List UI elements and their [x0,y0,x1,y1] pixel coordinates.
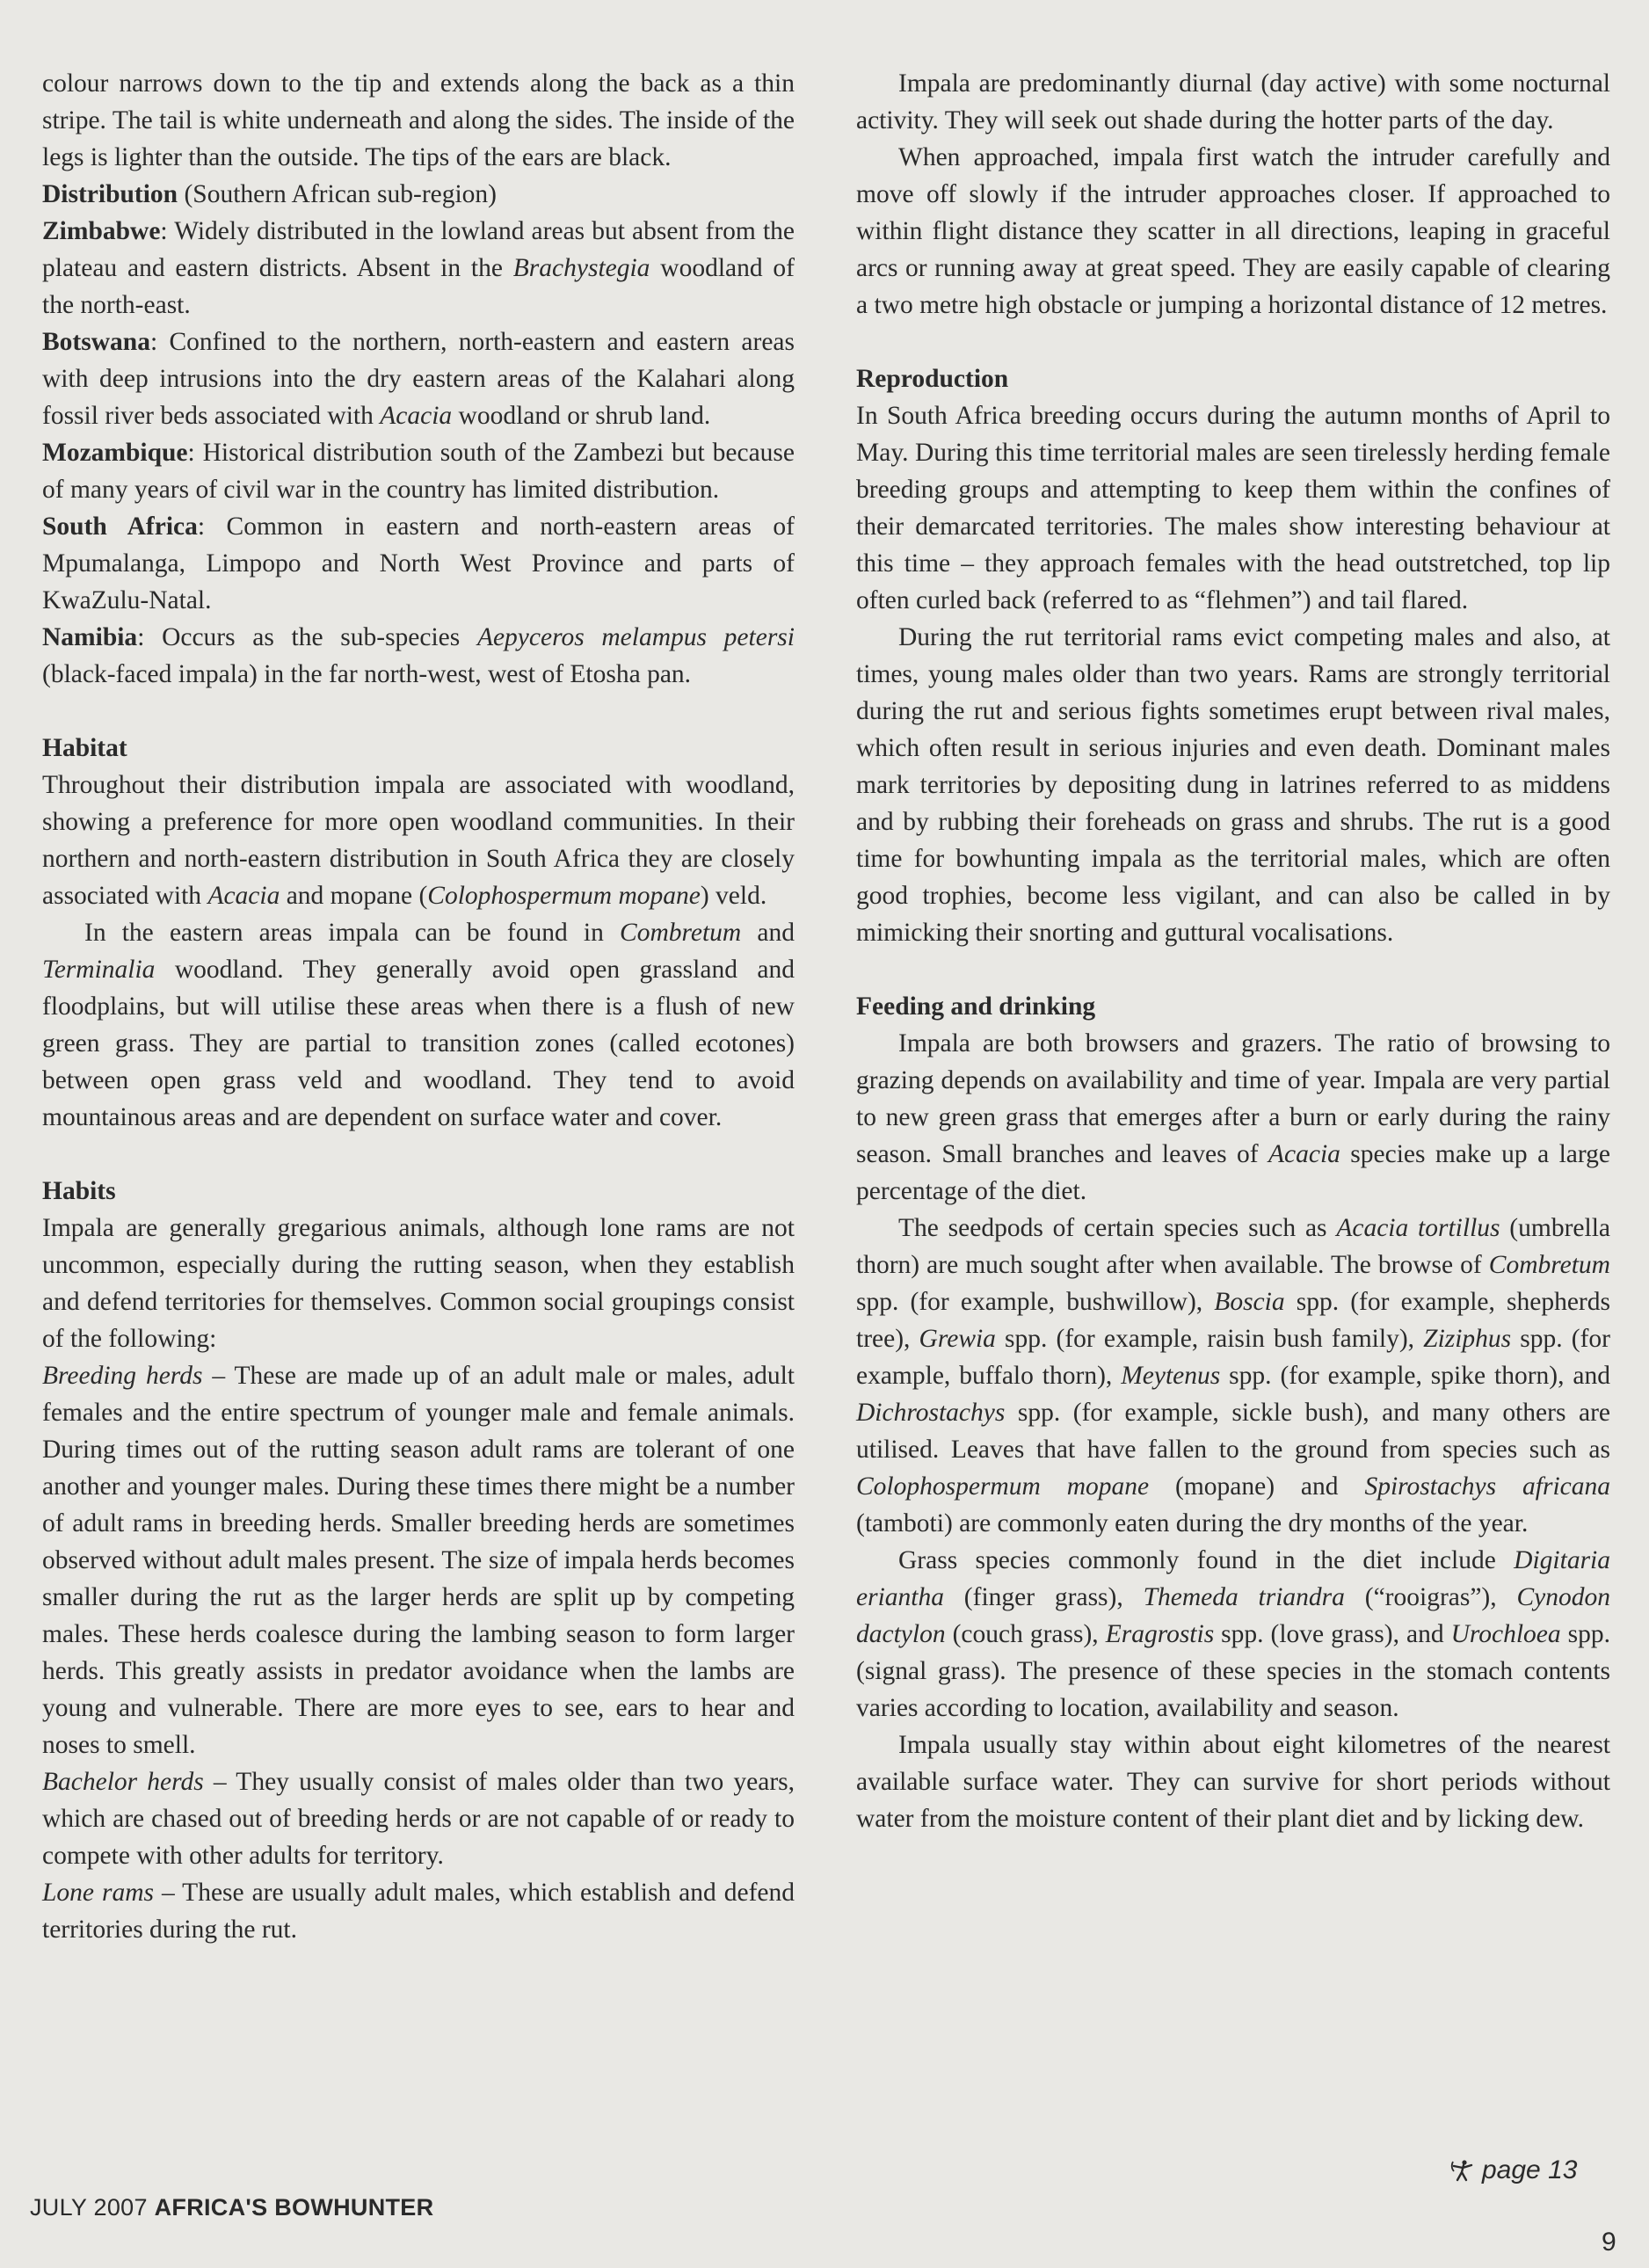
feeding-paragraph-3 [856,1542,1610,1726]
species-name: Colophospermum mopane [427,882,701,910]
habits-paragraph-1: Impala are generally gregarious animals, although lone rams are not uncommon, especially during the rutting season, when they establish and defend territories for themselves. Common social groupings consist of the following: [42,1214,795,1353]
species-name: Cynodon dactylon [856,1583,1611,1648]
species-name: Terminalia [42,956,156,984]
habitat-text: woodland. They generally avoid open grassland and floodplains, but will utilise these areas when there is a flush of new green grass. They are partial to transition zones (called ecotones) between open grass veld and woodland. They tend to avoid mountainous areas and are dependent on surface water and cover. [42,956,795,1131]
namibia-text: : Occurs as the sub-species [137,623,477,651]
feeding-text: Impala are both browsers and grazers. The ratio of browsing to grazing depends on availability and time of year. Impala are very partial to new green grass that emerges after a burn or early during the rainy season. Small branches and leaves of [856,1029,1610,1168]
species-name: Aepyceros melampus petersi [476,623,795,651]
habitat-text: and [741,919,795,947]
breeding-herds-text: – These are made up of an adult male or males, adult females and the entire spectrum of younger male and female animals. During times out of the rutting season adult rams are tolerant of one another and younger males. During these times there might be a number of adult rams in breeding herds. Smaller breeding herds are sometimes observed without adult males present. The size of impala herds becomes smaller during the rut as the larger herds are split up by competing males. These herds coalesce during the lambing season to form larger herds. This greatly assists in predator avoidance when the lambs are young and vulnerable. There are more eyes to see, ears to hear and noses to smell. [42,1362,795,1759]
species-name: Grewia [919,1325,996,1353]
approach-paragraph: When approached, impala first watch the intruder carefully and move off slowly if the intruder approaches closer. If approached to within flight distance they scatter in all directions, leaping in graceful arcs or running away at great speed. They are easily capable of clearing a two metre high obstacle or jumping a horizontal distance of 12 metres. [856,143,1610,319]
intro-paragraph: colour narrows down to the tip and extends along the back as a thin stripe. The tail is white underneath and along the sides. The inside of the legs is lighter than the outside. The tips of the ears are black. [42,69,795,171]
species-name: Acacia [380,402,453,430]
feeding-text: spp. (for example, buffalo thorn), [856,1325,1610,1390]
species-name: Combretum [1488,1251,1610,1279]
species-name: Colophospermum mopane [856,1472,1150,1501]
botswana-label: Botswana [42,328,150,356]
feeding-text: spp. (signal grass). The presence of these species in the stomach contents varies according to location, availability and season. [856,1620,1611,1722]
bowhunter-archer-icon [1449,2159,1475,2182]
breeding-herds-label: Breeding herds [42,1362,203,1390]
reproduction-heading: Reproduction [856,365,1009,393]
feeding-text: species make up a large percentage of the diet. [856,1140,1610,1205]
species-name: Digitaria eriantha [856,1546,1610,1611]
page-number: 9 [1602,2228,1616,2257]
habitat-text: ) veld. [700,882,767,910]
section-spacer [42,693,795,730]
south-africa-text: : Common in eastern and north-eastern areas of Mpumalanga, Limpopo and North West Province and parts of KwaZulu-Natal. [42,512,795,614]
feeding-text: spp. (for example, spike thorn), and [1220,1362,1610,1390]
species-name: Urochloea [1450,1620,1561,1648]
bachelor-herds-text: – They usually consist of males older than two years, which are chased out of breeding herds or are not capable of or ready to compete with other adults for territory. [42,1768,795,1870]
lone-rams-paragraph [42,1874,795,1948]
south-africa-label: South Africa [42,512,198,541]
feeding-text: (mopane) and [1149,1472,1365,1501]
feeding-text: (tamboti) are commonly eaten during the dry months of the year. [856,1509,1529,1537]
species-name: Acacia [1268,1140,1340,1168]
species-name: Combretum [620,919,742,947]
reproduction-paragraph-2: During the rut territorial rams evict competing males and also, at times, young males older than two years. Rams are strongly territorial during the rut and serious fights sometimes erupt between rival males, which often result in serious injuries and even death. Dominant males mark territories by depositing dung in latrines referred to as middens and by rubbing their foreheads on grass and shrubs. The rut is a good time for bowhunting impala as the territorial males, which are often good trophies, become less vigilant, and can also be called in by mimicking their snorting and guttural vocalisations. [856,623,1610,947]
species-name: Spirostachys africana [1364,1472,1610,1501]
species-name: Boscia [1214,1288,1285,1316]
magazine-title: AFRICA'S BOWHUNTER [154,2194,434,2221]
south-africa-paragraph [42,508,795,619]
section-spacer [856,323,1610,360]
bachelor-herds-label: Bachelor herds [42,1768,204,1796]
feeding-text: (finger grass), [943,1583,1144,1611]
species-name: Themeda triandra [1143,1583,1345,1611]
habitat-paragraph-2 [42,914,795,1136]
habitat-text: Throughout their distribution impala are associated with woodland, showing a preference for more open woodland communities. In their northern and north-eastern distribution in South Africa they are closely associated with [42,771,795,910]
feeding-text: spp. (for example, raisin bush family), [995,1325,1424,1353]
section-spacer [856,951,1610,988]
feeding-text: spp. (for example, sickle bush), and many others are utilised. Leaves that have fallen to the ground from species such as [856,1399,1610,1464]
feeding-text: (“rooigras”), [1344,1583,1517,1611]
species-name: Acacia tortillus [1336,1214,1500,1242]
continued-page-text: page 13 [1482,2155,1578,2184]
species-name: Brachystegia [512,254,650,282]
feeding-text: Grass species commonly found in the diet include [898,1546,1515,1574]
breeding-herds-paragraph [42,1357,795,1763]
feeding-text: spp. (love grass), and [1214,1620,1451,1648]
species-name: Eragrostis [1105,1620,1215,1648]
feeding-text: (couch grass), [945,1620,1106,1648]
lone-rams-text: – These are usually adult males, which establish and defend territories during the rut. [42,1879,795,1944]
habitat-heading: Habitat [42,734,127,762]
species-name: Meytenus [1121,1362,1221,1390]
feeding-text: The seedpods of certain species such as [898,1214,1337,1242]
left-column [42,65,795,1948]
zimbabwe-label: Zimbabwe [42,217,161,245]
feeding-paragraph-4: Impala usually stay within about eight kilometres of the nearest available surface water. They can survive for short periods without water from the moisture content of their plant diet and by licking dew. [856,1731,1610,1833]
zimbabwe-text-end: woodland of the north-east. [42,254,795,319]
zimbabwe-paragraph [42,213,795,323]
habitat-paragraph-1 [42,767,795,914]
continued-on-page-link [1449,2155,1577,2185]
botswana-text: : Confined to the northern, north-eastern and eastern areas with deep intrusions into the dry eastern areas of the Kalahari along fossil river beds associated with [42,328,795,430]
habits-heading: Habits [42,1177,116,1205]
species-name: Ziziphus [1423,1325,1512,1353]
feeding-text: spp. (for example, shepherds tree), [856,1288,1610,1353]
right-column [856,65,1610,1837]
distribution-subheading: (Southern African sub-region) [178,180,498,208]
habitat-text: and mopane ( [280,882,428,910]
reproduction-paragraph-1: In South Africa breeding occurs during the autumn months of April to May. During this time territorial males are seen tirelessly herding female breeding groups and attempting to keep them within the confines of their demarcated territories. The males show interesting behaviour at this time – they approach females with the head outstretched, top lip often curled back (referred to as “flehmen”) and tail flared. [856,402,1610,614]
feeding-paragraph-1 [856,1025,1610,1210]
section-spacer [42,1136,795,1173]
diurnal-paragraph: Impala are predominantly diurnal (day active) with some nocturnal activity. They will seek out shade during the hotter parts of the day. [856,69,1610,134]
distribution-heading: Distribution [42,180,178,208]
species-name: Acacia [207,882,280,910]
feeding-paragraph-2 [856,1210,1610,1542]
habitat-text: In the eastern areas impala can be found in [84,919,621,947]
distribution-heading-line [42,176,795,213]
zimbabwe-text: : Widely distributed in the lowland areas but absent from the plateau and eastern districts. Absent in the [42,217,795,282]
mozambique-label: Mozambique [42,439,188,467]
mozambique-text: : Historical distribution south of the Zambezi but because of many years of civil war in the country has limited distribution. [42,439,795,504]
page-footer [30,2194,433,2221]
namibia-text-end: (black-faced impala) in the far north-west, west of Etosha pan. [42,660,692,688]
bachelor-herds-paragraph [42,1763,795,1874]
feeding-text: spp. (for example, bushwillow), [856,1288,1215,1316]
feeding-text: (umbrella thorn) are much sought after when available. The browse of [856,1214,1610,1279]
feeding-heading: Feeding and drinking [856,992,1096,1021]
namibia-paragraph [42,619,795,693]
lone-rams-label: Lone rams [42,1879,154,1907]
mozambique-paragraph [42,434,795,508]
namibia-label: Namibia [42,623,138,651]
botswana-paragraph [42,323,795,434]
botswana-text-end: woodland or shrub land. [452,402,711,430]
species-name: Dichrostachys [856,1399,1006,1427]
issue-date: JULY 2007 [30,2194,155,2221]
